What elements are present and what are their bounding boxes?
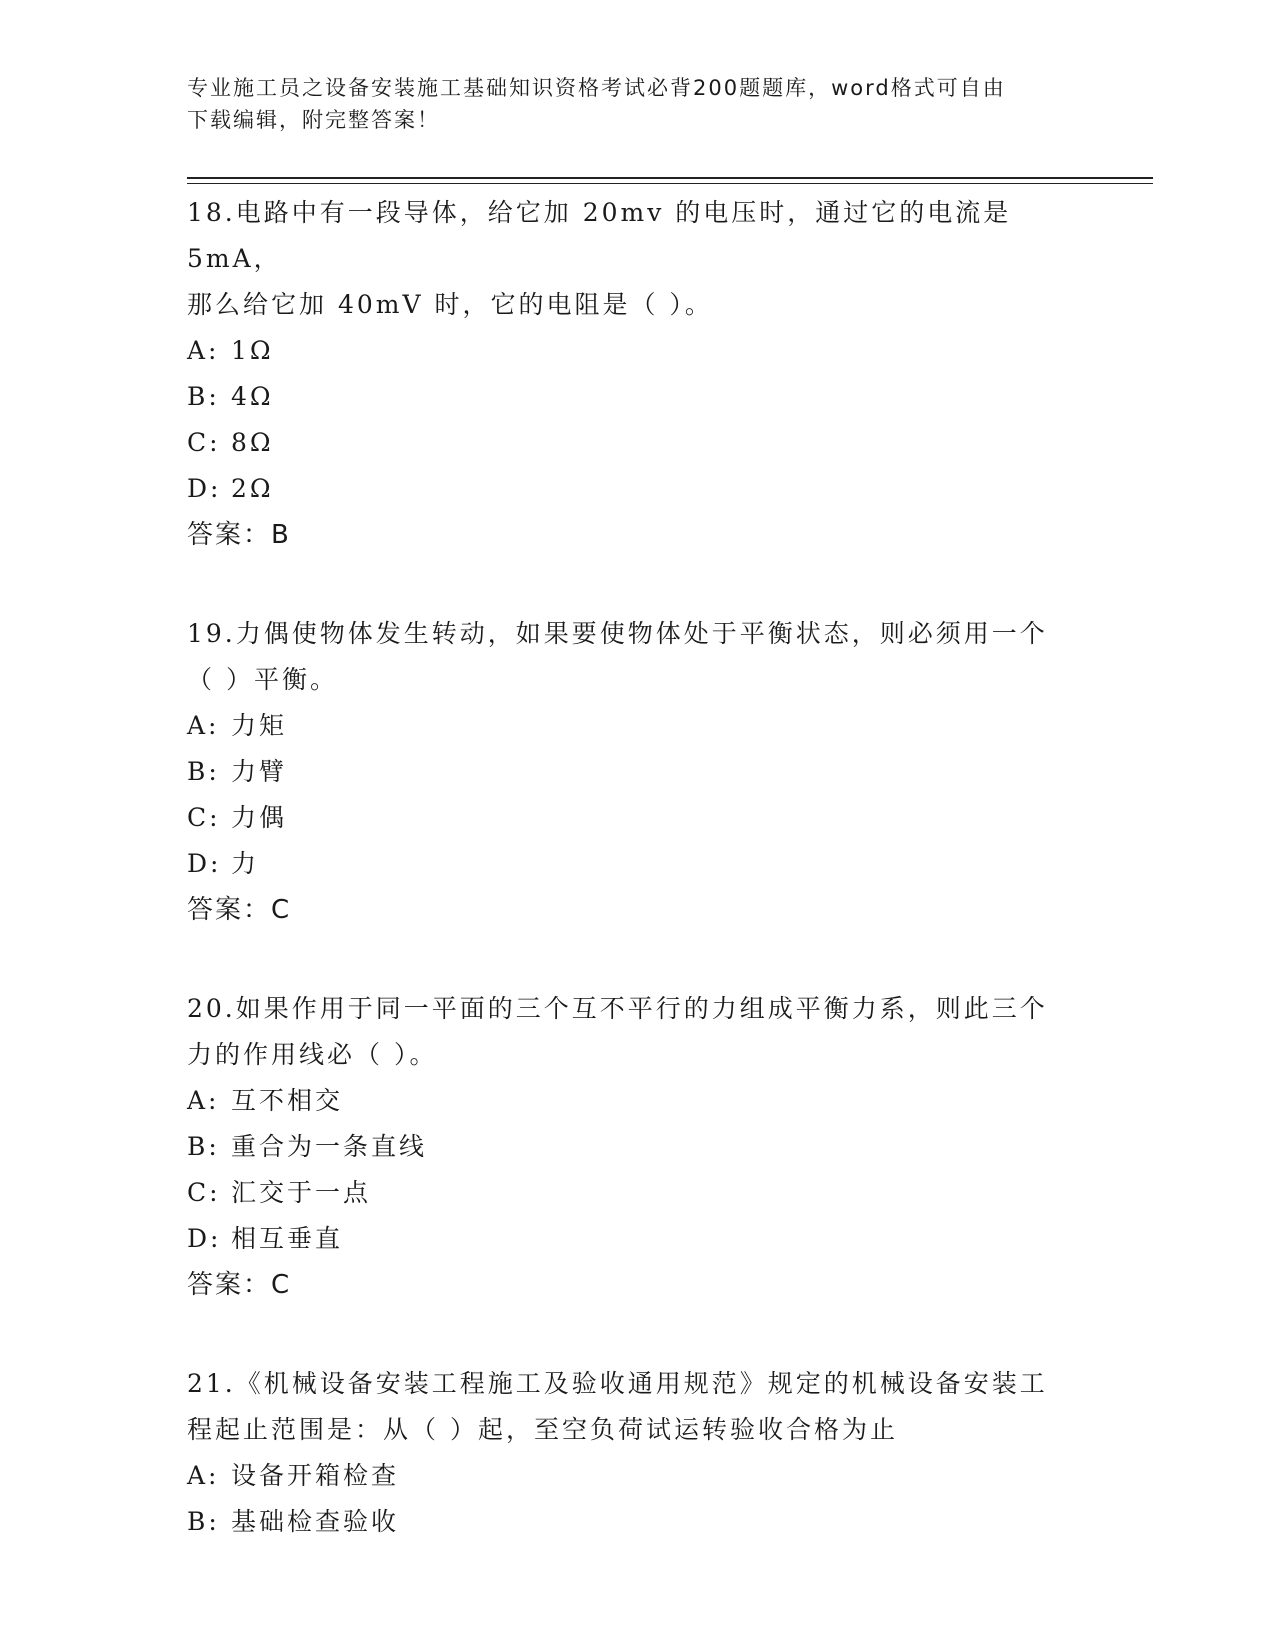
option-d	[187, 841, 1087, 887]
document-header	[187, 72, 1067, 136]
option-letter: A:	[187, 1086, 220, 1115]
option-text: 1Ω	[231, 336, 274, 365]
option-text: 相互垂直	[231, 1224, 344, 1253]
option-a	[187, 1078, 1087, 1124]
question-21	[187, 1361, 1087, 1545]
option-text: 汇交于一点	[231, 1178, 372, 1207]
option-letter: C:	[187, 428, 221, 457]
option-letter: B:	[187, 382, 220, 411]
option-a	[187, 1453, 1087, 1499]
option-letter: D:	[187, 1224, 222, 1253]
header-title-line-1: 专业施工员之设备安装施工基础知识资格考试必背200题题库，word格式可自由	[187, 76, 1006, 100]
option-letter: B:	[187, 757, 220, 786]
option-text: 8Ω	[231, 428, 274, 457]
option-text: 力	[231, 849, 260, 878]
option-text: 2Ω	[231, 474, 274, 503]
option-b	[187, 1499, 1087, 1545]
question-18	[187, 190, 1087, 558]
option-text: 设备开箱检查	[231, 1461, 400, 1490]
option-c	[187, 420, 1087, 466]
question-20	[187, 986, 1087, 1308]
option-letter: D:	[187, 474, 222, 503]
answer-line: 答案：C	[187, 895, 292, 925]
option-letter: C:	[187, 1178, 221, 1207]
option-text: 基础检查验收	[231, 1507, 400, 1536]
option-letter: B:	[187, 1132, 220, 1161]
option-letter: A:	[187, 1461, 220, 1490]
question-stem-line-2: 那么给它加 40mV 时，它的电阻是（ ）。	[187, 290, 713, 319]
option-a	[187, 328, 1087, 374]
answer-line: 答案：B	[187, 520, 291, 550]
question-stem-line-1: 20.如果作用于同一平面的三个互不平行的力组成平衡力系，则此三个	[187, 994, 1048, 1023]
answer-line: 答案：C	[187, 1270, 292, 1300]
header-title-line-2: 下载编辑，附完整答案！	[187, 108, 440, 132]
option-b	[187, 374, 1087, 420]
question-stem-line-2: 力的作用线必（ ）。	[187, 1040, 438, 1069]
question-stem	[187, 986, 1087, 1078]
option-text: 力臂	[231, 757, 288, 786]
question-stem-line-1: 18.电路中有一段导体，给它加 20mv 的电压时，通过它的电流是 5mA，	[187, 198, 1012, 273]
option-text: 互不相交	[231, 1086, 344, 1115]
option-b	[187, 1124, 1087, 1170]
question-stem-line-1: 19.力偶使物体发生转动，如果要使物体处于平衡状态，则必须用一个	[187, 619, 1048, 648]
option-letter: C:	[187, 803, 221, 832]
question-stem-line-2: （ ）平衡。	[187, 665, 338, 694]
option-letter: B:	[187, 1507, 220, 1536]
option-text: 4Ω	[231, 382, 274, 411]
option-letter: A:	[187, 336, 220, 365]
question-list	[187, 190, 1087, 1598]
option-d	[187, 466, 1087, 512]
option-text: 重合为一条直线	[231, 1132, 428, 1161]
header-divider-thin	[187, 183, 1153, 184]
question-stem-line-2: 程起止范围是：从（ ）起，至空负荷试运转验收合格为止	[187, 1415, 898, 1444]
option-c	[187, 1170, 1087, 1216]
question-stem	[187, 190, 1087, 328]
option-c	[187, 795, 1087, 841]
option-d	[187, 1216, 1087, 1262]
option-text: 力矩	[231, 711, 288, 740]
question-stem-line-1: 21.《机械设备安装工程施工及验收通用规范》规定的机械设备安装工	[187, 1369, 1048, 1398]
option-a	[187, 703, 1087, 749]
question-stem	[187, 1361, 1087, 1453]
option-letter: A:	[187, 711, 220, 740]
question-19	[187, 611, 1087, 933]
option-letter: D:	[187, 849, 222, 878]
question-stem	[187, 611, 1087, 703]
header-divider-thick	[187, 177, 1153, 179]
option-text: 力偶	[231, 803, 288, 832]
option-b	[187, 749, 1087, 795]
